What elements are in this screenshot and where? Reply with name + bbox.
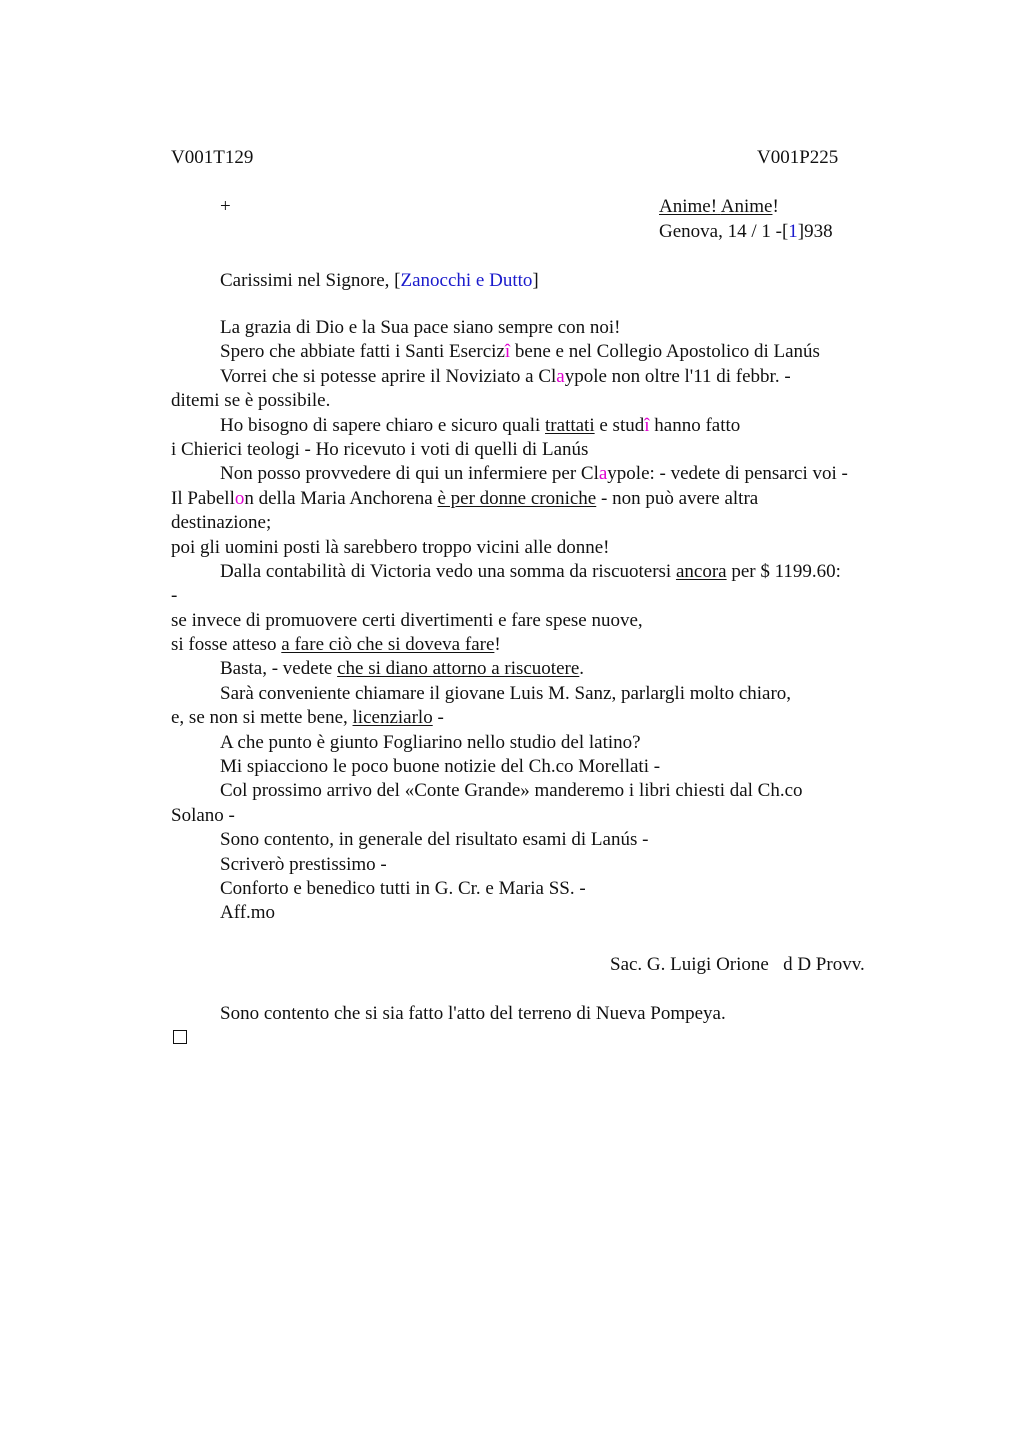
body-line: Sarà conveniente chiamare il giovane Luis M. Sanz, parlargli molto chiaro, <box>220 682 792 704</box>
text-run-marked: î <box>644 414 650 436</box>
body-line: La grazia di Dio e la Sua pace siano sempre con noi! <box>220 317 621 338</box>
text-run-underlined: a fare ciò che si doveva fare <box>281 634 495 656</box>
body-line: Mi spiacciono le poco buone notizie del Ch.co Morellati - <box>220 756 661 778</box>
text-run: - <box>432 707 444 729</box>
body-line <box>171 414 911 438</box>
body-line <box>171 487 911 511</box>
motto-exclaim: ! <box>772 196 779 217</box>
body-line: Sono contento, in generale del risultato esami di Lanús - <box>220 829 649 851</box>
body-line: Solano - <box>171 804 235 826</box>
text-run-underlined: ancora <box>675 560 727 582</box>
motto-word-2: Anime <box>720 196 773 217</box>
text-run: ypole non oltre l'11 di febbr. - <box>564 365 791 387</box>
salutation-post: ] <box>532 270 539 291</box>
postscript: Sono contento che si sia fatto l'atto del terreno di Nueva Pompeya. <box>220 1003 726 1024</box>
header-right-code: V001P225 <box>757 147 839 168</box>
text-run: bene e nel Collegio Apostolico di Lanús <box>510 341 820 363</box>
body-line <box>171 560 911 584</box>
body-line <box>171 633 911 657</box>
body-line: i Chierici teologi - Ho ricevuto i voti di quelli di Lanús <box>171 438 589 460</box>
text-run-underlined: licenziarlo <box>352 707 433 729</box>
letter-body <box>171 316 911 926</box>
text-run: . <box>579 658 585 680</box>
text-run: n della Maria Anchorena <box>244 487 438 509</box>
text-run: Basta, - vedete <box>220 658 338 680</box>
body-line: Scriverò prestissimo - <box>220 853 387 875</box>
signature: Sac. G. Luigi Orione d D Provv. <box>610 954 865 975</box>
text-run: hanno fatto <box>649 414 741 436</box>
date-pre: Genova, 14 / 1 -[ <box>659 221 789 242</box>
cross-mark: + <box>220 196 231 217</box>
body-line <box>171 462 911 486</box>
text-run: Non posso provvedere di qui un infermiere per Cl <box>220 463 599 485</box>
text-run: Spero che abbiate fatti i Santi Eserciz <box>220 341 505 363</box>
text-run-underlined: trattati <box>545 414 595 436</box>
body-line: Col prossimo arrivo del «Conte Grande» manderemo i libri chiesti dal Ch.co <box>220 780 803 802</box>
header-left-code: V001T129 <box>171 147 254 168</box>
text-run: - non può avere altra <box>596 487 759 509</box>
motto <box>659 195 779 219</box>
body-line: Aff.mo <box>220 902 276 924</box>
motto-word-1: Anime! <box>659 196 718 217</box>
text-run-marked: î <box>504 341 511 363</box>
date-post: ]938 <box>797 221 833 242</box>
body-line: Conforto e benedico tutti in G. Cr. e Maria SS. - <box>220 877 586 899</box>
body-line <box>171 706 911 730</box>
salutation-names: Zanocchi e Dutto <box>400 270 533 291</box>
body-line: poi gli uomini posti là sarebbero troppo vicini alle donne! <box>171 536 610 558</box>
date-editorial: 1 <box>788 221 798 242</box>
text-run: Il Pabell <box>171 487 235 509</box>
body-line <box>171 340 911 364</box>
body-line <box>171 657 911 681</box>
body-line: ditemi se è possibile. <box>171 390 331 412</box>
body-line: destinazione; <box>171 512 272 534</box>
salutation <box>220 269 539 293</box>
text-run-marked: o <box>234 487 245 509</box>
text-run: Dalla contabilità di Victoria vedo una somma da riscuotersi <box>220 560 676 582</box>
body-line <box>171 365 911 389</box>
body-line: se invece di promuovere certi divertimenti e fare spese nuove, <box>171 609 643 631</box>
text-run: per $ 1199.60: <box>726 560 841 582</box>
text-run-marked: a <box>556 365 565 387</box>
text-run: si fosse atteso <box>171 634 282 656</box>
body-line: - <box>171 585 178 607</box>
text-run: Ho bisogno di sapere chiaro e sicuro quali <box>220 414 546 436</box>
body-line: A che punto è giunto Fogliarino nello studio del latino? <box>220 731 641 753</box>
text-run: ypole: - vedete di pensarci voi - <box>607 463 848 485</box>
text-run: ! <box>494 634 501 656</box>
text-run-marked: a <box>598 463 608 485</box>
text-run: e stud <box>594 414 645 436</box>
empty-checkbox-glyph <box>173 1030 187 1044</box>
salutation-pre: Carissimi nel Signore, [ <box>220 270 401 291</box>
text-run: Vorrei che si potesse aprire il Noviziato a Cl <box>220 365 557 387</box>
text-run-underlined: è per donne croniche <box>437 487 597 509</box>
date-line <box>659 220 833 244</box>
text-run-underlined: che si diano attorno a riscuotere <box>337 658 580 680</box>
text-run: e, se non si mette bene, <box>171 707 353 729</box>
